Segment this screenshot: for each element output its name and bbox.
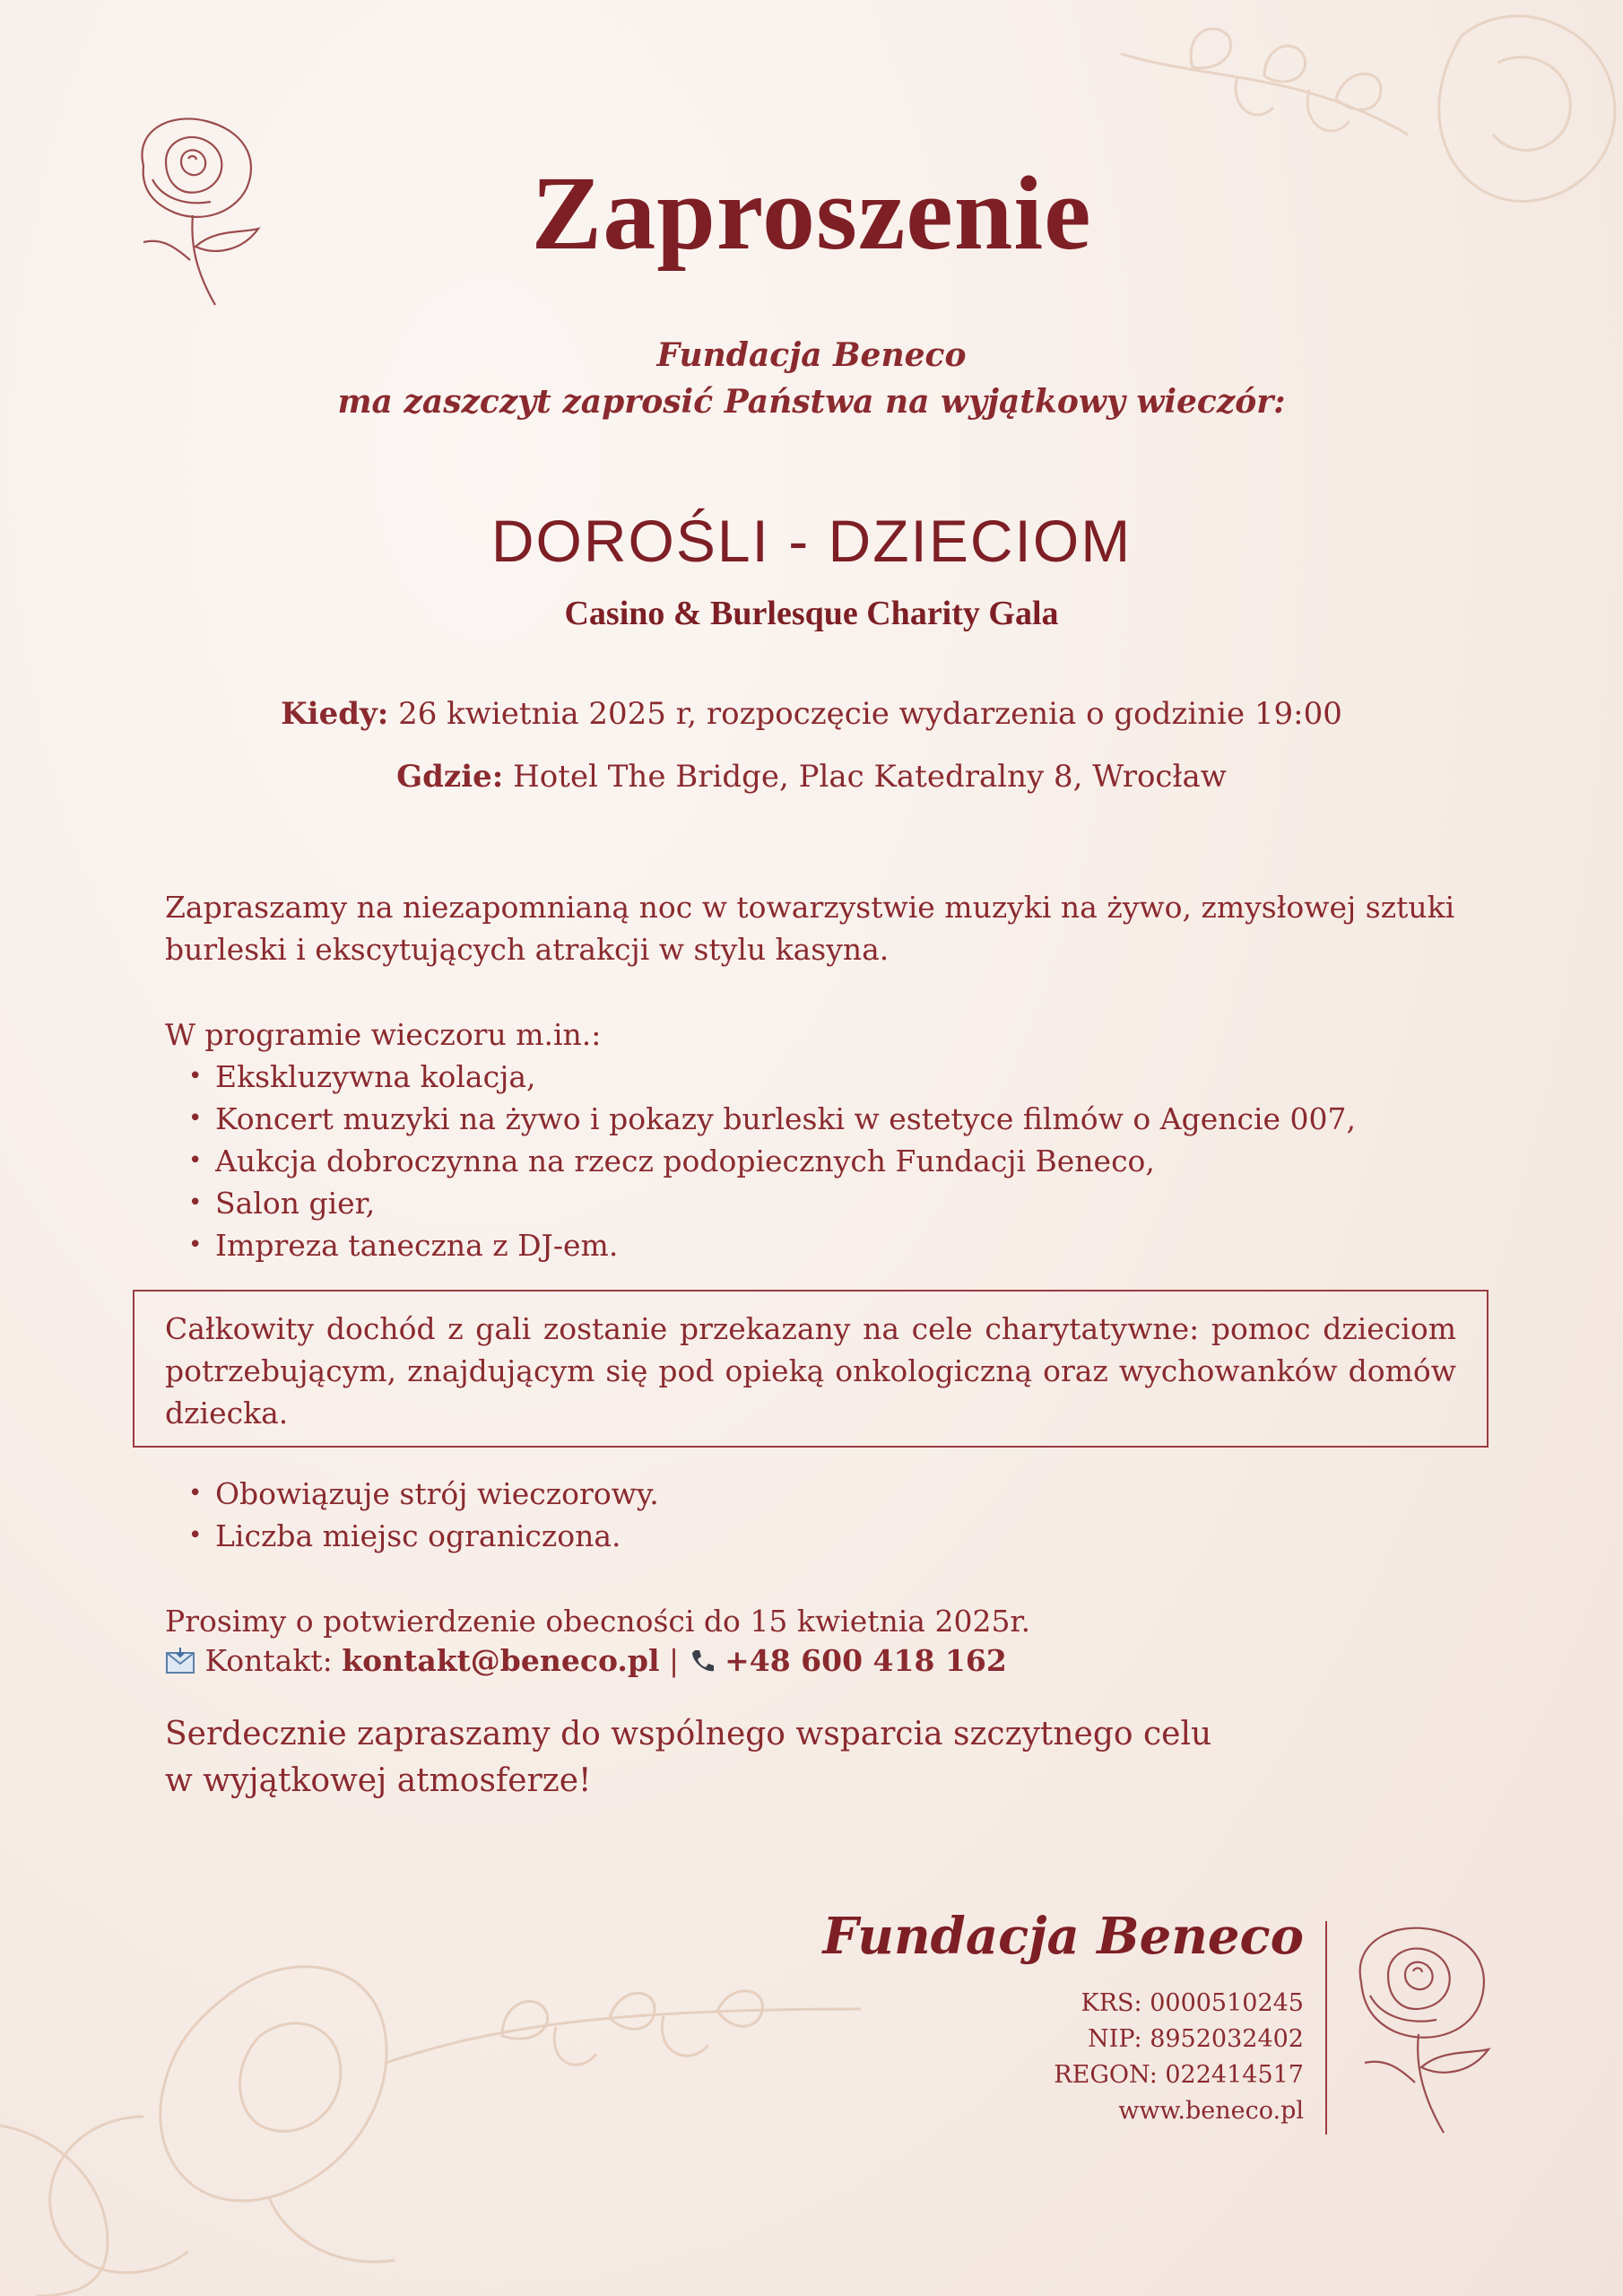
where-value: Hotel The Bridge, Plac Katedralny 8, Wrocław — [513, 759, 1227, 795]
intro-text: ma zaszczyt zaprosić Państwa na wyjątkowy wieczór: — [337, 383, 1286, 421]
charity-note-box — [133, 1290, 1488, 1448]
event-where — [0, 759, 1623, 795]
footer-divider — [1325, 1921, 1327, 2135]
when-label: Kiedy: — [281, 696, 389, 732]
closing-line: Serdecznie zapraszamy do wspólnego wsparcia szczytnego celu — [165, 1716, 1212, 1752]
event-subtitle: Casino & Burlesque Charity Gala — [564, 595, 1059, 632]
list-item: • Ekskluzywna kolacja, — [188, 1056, 1356, 1098]
page-title: Zaproszenie — [531, 154, 1092, 272]
rules-list — [188, 1473, 659, 1557]
invitation-intro — [0, 332, 1623, 425]
where-label: Gdzie: — [396, 759, 504, 795]
closing-text — [165, 1711, 1331, 1805]
envelope-icon — [165, 1648, 195, 1674]
footer-nip: NIP: 8952032402 — [1088, 2025, 1304, 2053]
event-name: DOROŚLI - DZIECIOM — [490, 508, 1133, 574]
list-item: • Koncert muzyki na żywo i pokazy burleski w estetyce filmów o Agencie 007, — [188, 1098, 1356, 1140]
contact-separator: | — [669, 1643, 680, 1678]
program-intro: W programie wieczoru m.in.: — [165, 1017, 602, 1052]
list-item: • Obowiązuje strój wieczorowy. — [188, 1473, 659, 1515]
footer-website-link[interactable]: www.beneco.pl — [1118, 2097, 1304, 2125]
floral-decoration-bottom-left-icon — [0, 1910, 879, 2296]
when-value: 26 kwietnia 2025 r, rozpoczęcie wydarzenia o godzinie 19:00 — [398, 696, 1342, 732]
footer-regon: REGON: 022414517 — [1054, 2061, 1304, 2089]
footer-registry-info — [1054, 1986, 1304, 2129]
contact-label: Kontakt: — [204, 1643, 333, 1678]
rose-icon — [1345, 1919, 1497, 2135]
contact-phone-link[interactable]: +48 600 418 162 — [725, 1643, 1007, 1678]
event-when — [0, 696, 1623, 732]
closing-line: w wyjątkowej atmosferze! — [165, 1762, 592, 1799]
rsvp-text: Prosimy o potwierdzenie obecności do 15 kwietnia 2025r. — [165, 1604, 1031, 1639]
program-list — [188, 1056, 1356, 1266]
phone-icon — [689, 1648, 716, 1674]
footer-krs: KRS: 0000510245 — [1081, 1989, 1304, 2017]
event-description: Zapraszamy na niezapomnianą noc w towarzystwie muzyki na żywo, zmysłowej sztuki burleski i ekscytujących atrakcji w stylu kasyna. — [165, 890, 1455, 967]
list-item: • Liczba miejsc ograniczona. — [188, 1515, 659, 1557]
list-item: • Salon gier, — [188, 1182, 1356, 1224]
list-item: • Aukcja dobroczynna na rzecz podopiecznych Fundacji Beneco, — [188, 1140, 1356, 1182]
list-item: • Impreza taneczna z DJ-em. — [188, 1224, 1356, 1266]
intro-org-name: Fundacja Beneco — [656, 336, 967, 374]
contact-line — [165, 1643, 1007, 1678]
footer-org-name: Fundacja Beneco — [822, 1907, 1304, 1966]
charity-note: Całkowity dochód z gali zostanie przekazany na cele charytatywne: pomoc dzieciom potrzebującym, znajdującym się pod opieką onkologiczną oraz wychowanków domów dziecka. — [165, 1311, 1456, 1431]
contact-email-link[interactable]: kontakt@beneco.pl — [342, 1643, 660, 1678]
